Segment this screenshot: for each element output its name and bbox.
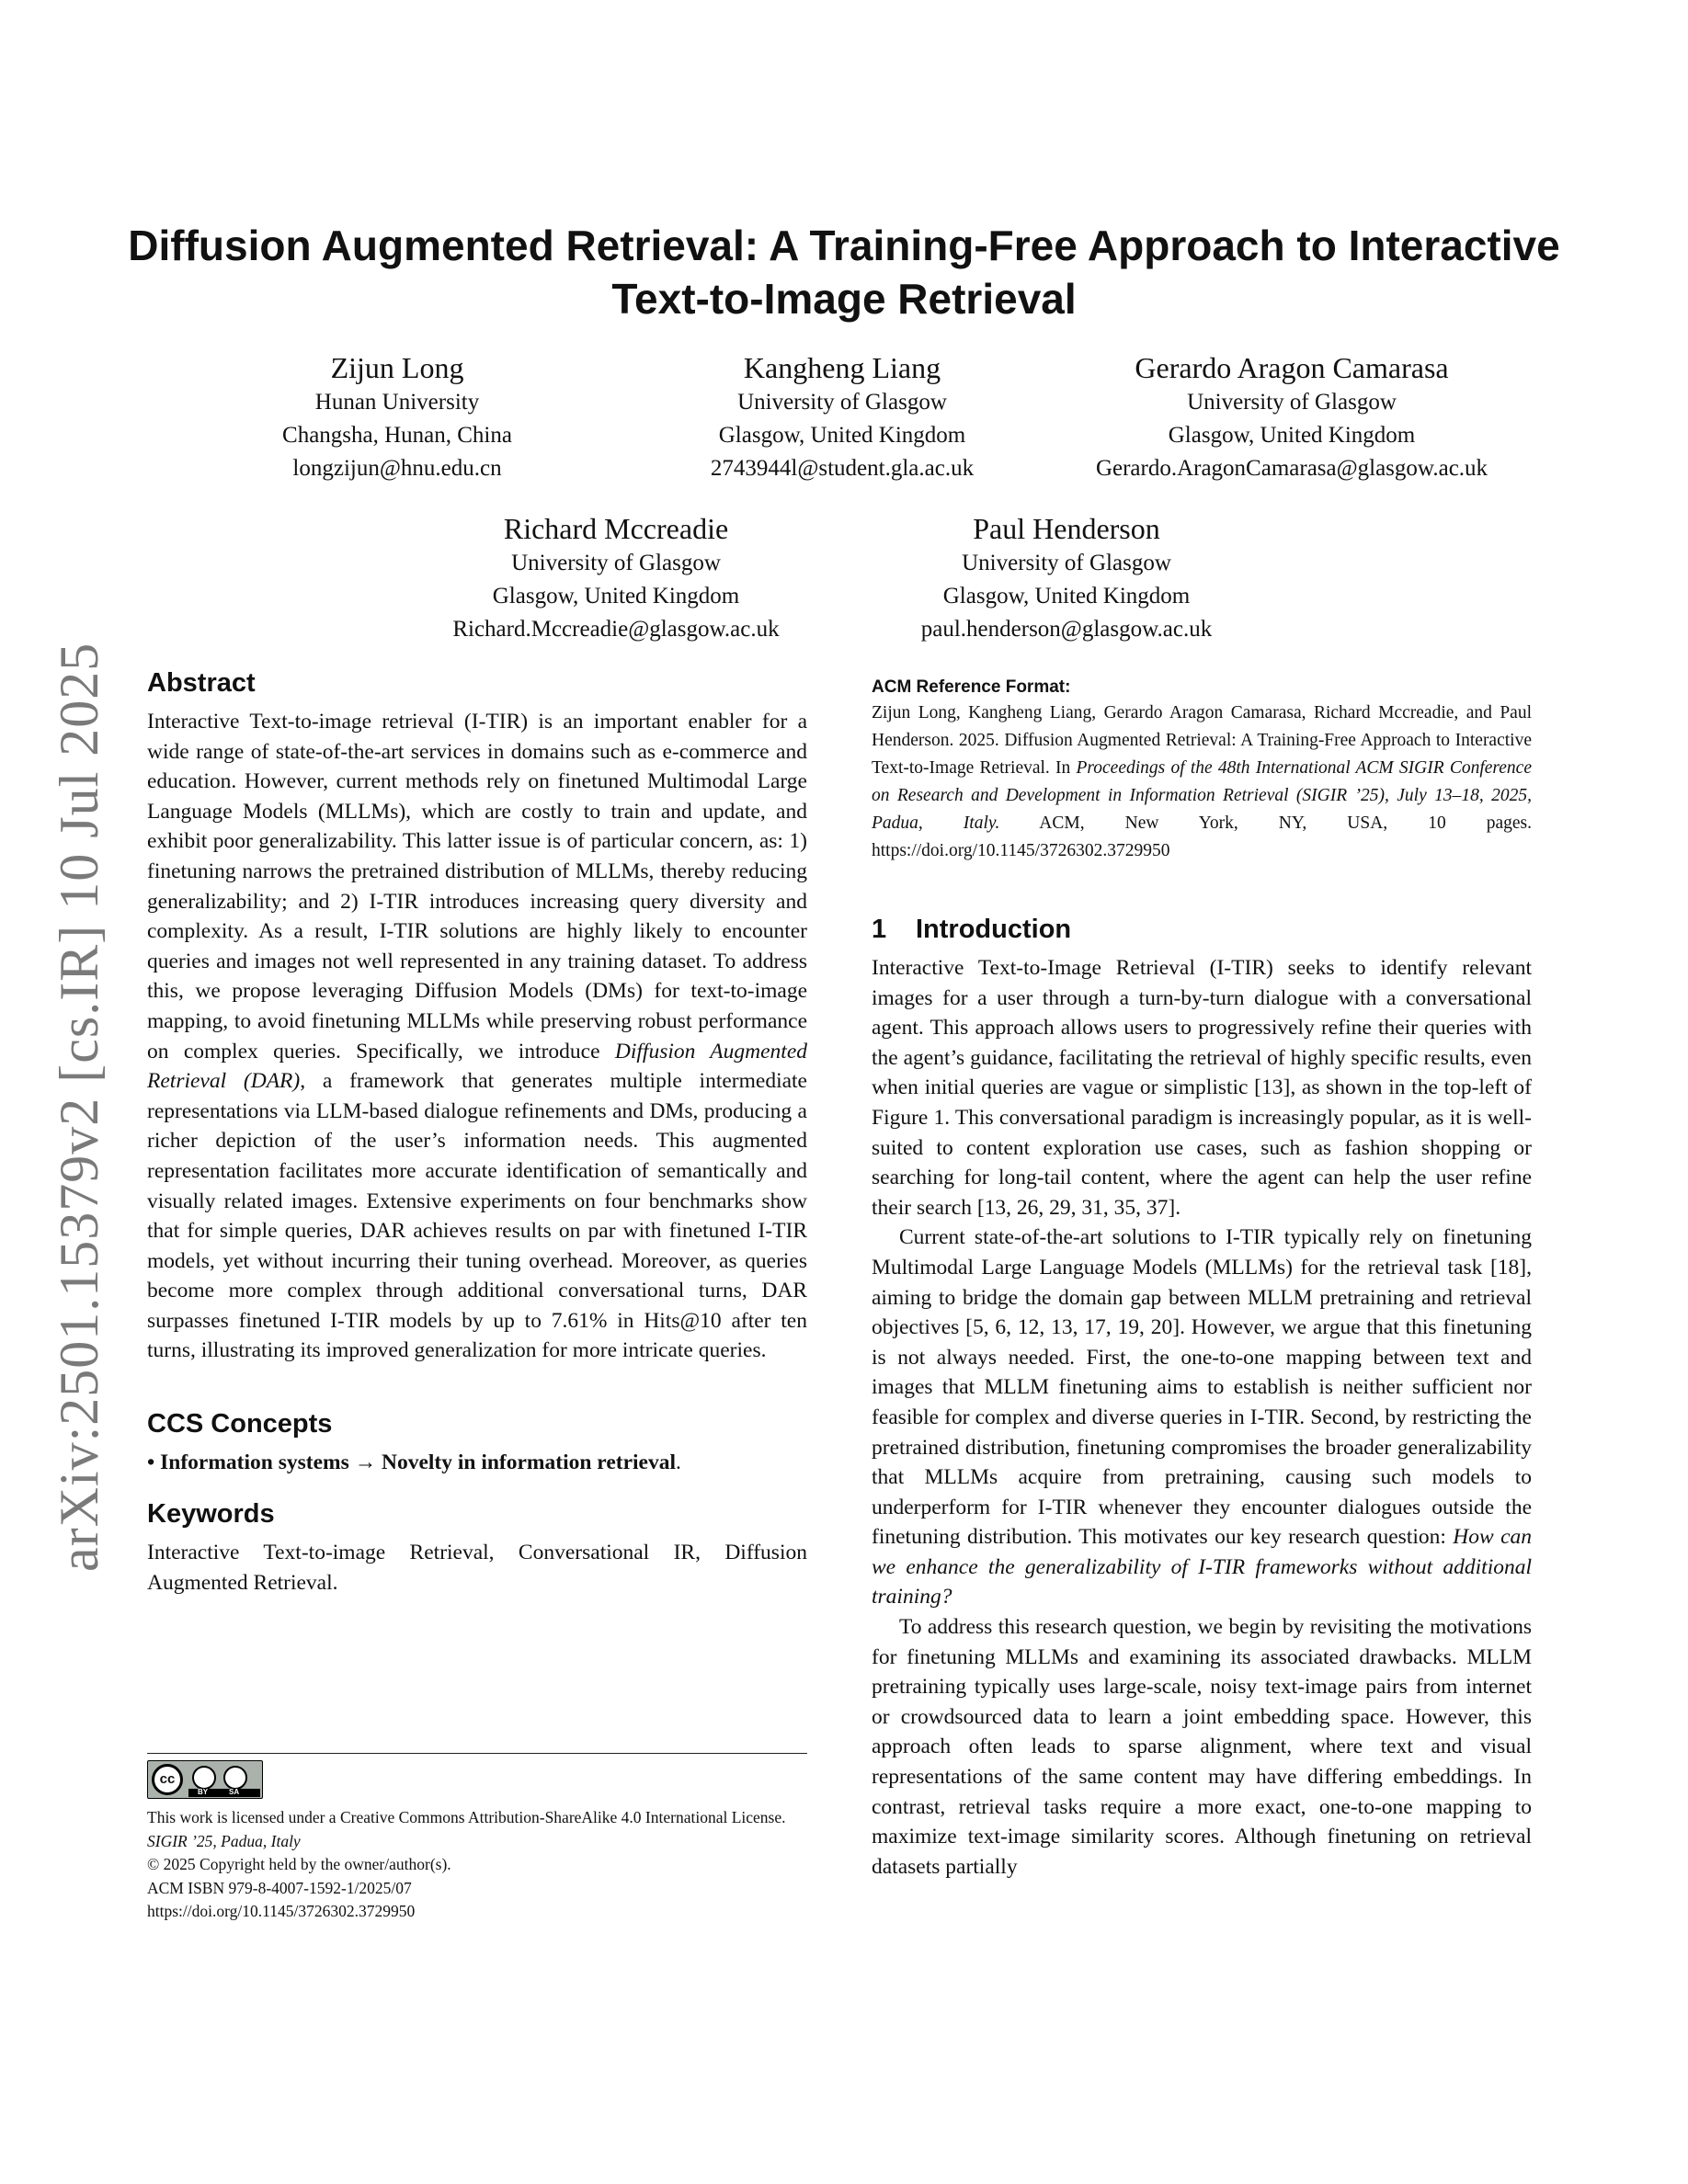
badge-by-label: BY (198, 1788, 209, 1796)
cc-by-sa-license-icon: cc BY SA (147, 1760, 263, 1799)
license-text: This work is licensed under a Creative Commons Attribution-ShareAlike 4.0 International License. (147, 1808, 786, 1826)
author-block (204, 349, 590, 485)
left-column (147, 666, 807, 1598)
author-email: Richard.Mccreadie@glasgow.ac.uk (452, 617, 780, 642)
author-affiliation: Hunan University (314, 390, 480, 415)
keywords-text: Interactive Text-to-image Retrieval, Conversational IR, Diffusion Augmented Retrieval. (147, 1541, 807, 1595)
author-affiliation: University of Glasgow (737, 390, 947, 415)
acm-reference-text: Zijun Long, Kangheng Liang, Gerardo Aragon Camarasa, Richard Mccreadie, and Paul Henderson. 2025. Diffusion Augmented Retrieval: A Training-Free Approach to Interactive Text-to-Image Retrieval. In Proceedings of the 48th International ACM SIGIR Conference on Research and Development in Information Retrieval (SIGIR ’25), July 13–18, 2025, Padua, Italy. ACM, New York, NY, USA, 10 pages. https://doi.org/10.1145/3726302.3729950 (872, 703, 1532, 860)
author-location: Glasgow, United Kingdom (492, 584, 740, 609)
author-block (405, 510, 827, 646)
license-footnote (147, 1806, 807, 1924)
author-block (649, 349, 1035, 485)
intro-paragraph: To address this research question, we begin by revisiting the motivations for finetuning MLLMs and examining its associated drawbacks. MLLM pretraining typically uses large-scale, noisy text-image pairs from internet or crowdsourced data to learn a joint embedding space. However, this approach often leads to sparse alignment, where text and visual representations of the same content may have differing embeddings. In contrast, retrieval tasks require a more exact, one-to-one mapping to maximize text-image similarity scores. Although finetuning on retrieval datasets partially (872, 1615, 1532, 1879)
ccs-concept: • Information systems → Novelty in information retrieval. (147, 1450, 681, 1475)
abstract-heading: Abstract (147, 668, 256, 698)
research-question: How can we enhance the generalizability of I-TIR frameworks without additional training? (872, 1525, 1533, 1610)
acm-reference-heading: ACM Reference Format: (872, 677, 1071, 697)
introduction-heading: 1 Introduction (872, 915, 1072, 944)
keywords-heading: Keywords (147, 1499, 275, 1530)
arxiv-identifier: arXiv:2501.15379v2 [cs.IR] 10 Jul 2025 (49, 642, 109, 1572)
author-email: longzijun@hnu.edu.cn (292, 456, 502, 481)
abstract-text: Interactive Text-to-image retrieval (I-TIR) is an important enabler for a wide range of state-of-the-art services in domains such as e-commerce and education. However, current methods rely on finetuned Multimodal Large Language Models (MLLMs), which are costly to train and update, and exhibit poor generalizability. This latter issue is of particular concern, as: 1) finetuning narrows the pretrained distribution of MLLMs, thereby reducing generalizability; and 2) I-TIR introduces increasing query diversity and complexity. As a result, I-TIR solutions are highly likely to encounter queries and images not well represented in any training dataset. To address this, we propose leveraging Diffusion Models (DMs) for text-to-image mapping, to avoid finetuning MLLMs while preserving robust performance on complex queries. Specifically, we introduce Diffusion Augmented Retrieval (DAR), a framework that generates multiple intermediate representations via LLM-based dialogue refinements and DMs, producing a richer depiction of the user’s information needs. This augmented representation facilitates more accurate identification of semantically and visually related images. Extensive experiments on four benchmarks show that for simple queries, DAR achieves results on par with finetuned I-TIR models, yet without incurring their tuning overhead. Moreover, as queries become more complex through additional conversational turns, DAR surpasses finetuned I-TIR models by up to 7.61% in Hits@10 after ten turns, illustrating its improved generalization for more intricate queries. (147, 710, 807, 1363)
author-location: Glasgow, United Kingdom (942, 584, 1191, 609)
author-location: Changsha, Hunan, China (282, 423, 512, 448)
author-name: Kangheng Liang (743, 351, 941, 384)
footnote-rule (147, 1753, 807, 1754)
author-affiliation: University of Glasgow (962, 551, 1171, 575)
copyright: © 2025 Copyright held by the owner/author(s). (147, 1855, 451, 1873)
intro-paragraph: Interactive Text-to-Image Retrieval (I-TIR) seeks to identify relevant images for a user through a turn-by-turn dialogue with a conversational agent. This approach allows users to progressively refine their queries with the agent’s guidance, facilitating the retrieval of highly specific results, even when initial queries are vague or simplistic [13], as shown in the top-left of Figure 1. This conversational paradigm is increasingly popular, as it is well-suited to content exploration use cases, such as fashion shopping or searching for long-tail content, where the agent can help the user refine their search [13, 26, 29, 31, 35, 37]. (872, 956, 1532, 1220)
right-column (872, 676, 1532, 1882)
isbn: ACM ISBN 979-8-4007-1592-1/2025/07 (147, 1878, 412, 1897)
author-name: Gerardo Aragon Camarasa (1135, 351, 1449, 384)
doi: https://doi.org/10.1145/3726302.3729950 (147, 1902, 416, 1920)
author-name: Richard Mccreadie (503, 512, 729, 545)
venue: SIGIR ’25, Padua, Italy (147, 1831, 301, 1850)
badge-sa-label: SA (229, 1788, 240, 1796)
ccs-heading: CCS Concepts (147, 1409, 333, 1439)
author-name: Zijun Long (330, 351, 464, 384)
author-location: Glasgow, United Kingdom (718, 423, 966, 448)
author-location: Glasgow, United Kingdom (1168, 423, 1416, 448)
author-block (1057, 349, 1526, 485)
author-affiliation: University of Glasgow (511, 551, 721, 575)
abstract-emphasis: Diffusion Augmented Retrieval (DAR) (147, 1039, 807, 1094)
author-affiliation: University of Glasgow (1187, 390, 1397, 415)
author-email: 2743944l@student.gla.ac.uk (710, 456, 975, 481)
author-email: Gerardo.AragonCamarasa@glasgow.ac.uk (1095, 456, 1488, 481)
author-name: Paul Henderson (973, 512, 1160, 545)
paper-title: Diffusion Augmented Retrieval: A Training-Free Approach to Interactive Text-to-Image Retrieval (128, 222, 1560, 323)
author-block (855, 510, 1278, 646)
author-email: paul.henderson@glasgow.ac.uk (920, 617, 1213, 642)
intro-paragraph: Current state-of-the-art solutions to I-TIR typically rely on finetuning Multimodal Large Language Models (MLLMs) for the retrieval task [18], aiming to bridge the domain gap between MLLM pretraining and retrieval objectives [5, 6, 12, 13, 17, 19, 20]. However, we argue that this finetuning is not always needed. First, the one-to-one mapping between text and images that MLLM finetuning aims to establish is neither sufficient nor feasible for complex and diverse queries in I-TIR. Second, by restricting the pretrained distribution, finetuning compromises the broader generalizability that MLLMs acquire from pretraining, causing such models to underperform for I-TIR whenever they encounter dialogues outside the finetuning distribution. This motivates our key research question: How can we enhance the generalizability of I-TIR frameworks without additional training? (872, 1225, 1533, 1610)
